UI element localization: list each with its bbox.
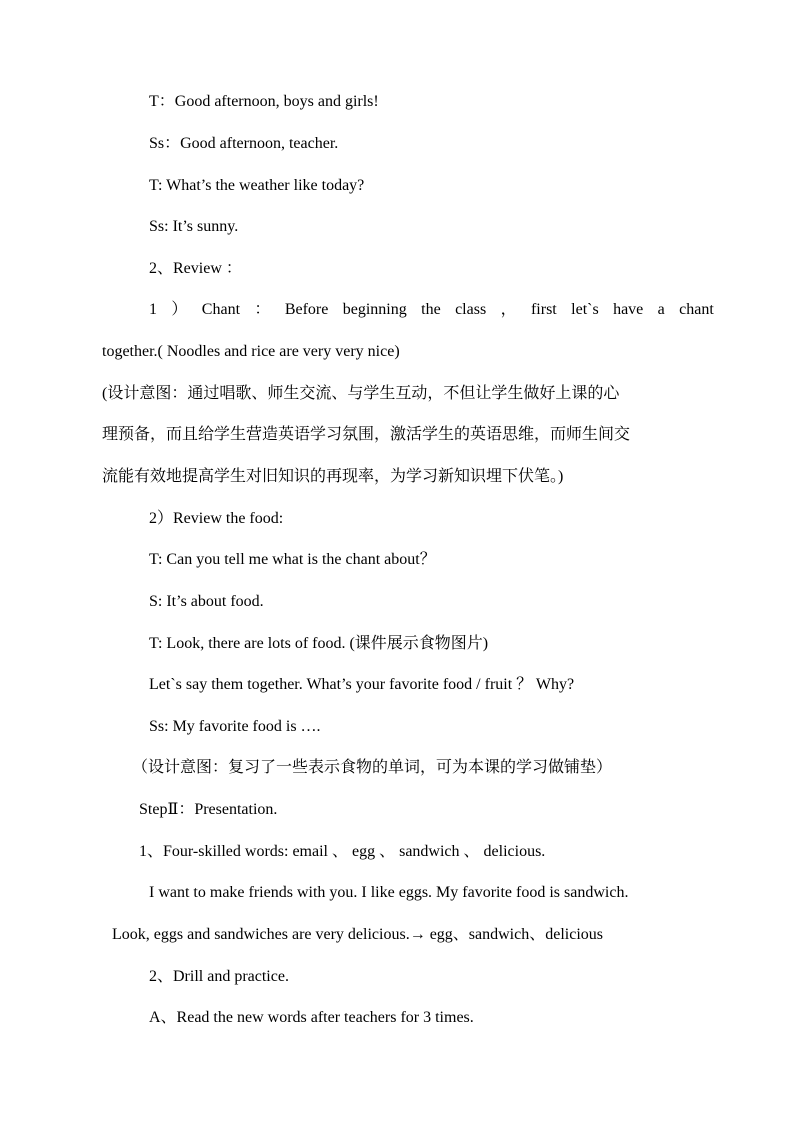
dialogue-line-greeting-teacher: T：Good afternoon, boys and girls!: [149, 93, 379, 110]
intro-sentence-line-1: I want to make friends with you. I like eggs. My favorite food is sandwich.: [149, 884, 629, 901]
step-heading-presentation: StepⅡ：Presentation.: [139, 801, 278, 818]
chant-word: the: [421, 301, 441, 318]
design-intent-line-3: 流能有效地提高学生对旧知识的再现率，为学习新知识埋下伏笔。): [102, 468, 564, 485]
chant-word: ）: [171, 301, 188, 318]
four-skilled-words-line: 1、Four-skilled words: email 、 egg 、 sandwich 、 delicious.: [139, 843, 546, 860]
dialogue-line-favorite-answer: Ss: My favorite food is ….: [149, 718, 321, 735]
dialogue-line-food-pictures: T: Look, there are lots of food. (课件展示食物图片): [149, 635, 489, 652]
chant-word: class: [455, 301, 487, 318]
drill-step-a: A、Read the new words after teachers for 3 times.: [149, 1009, 474, 1026]
dialogue-line-favorite-question: Let`s say them together. What’s your favorite food / fruit ？ Why?: [149, 676, 575, 693]
chant-word: have: [613, 301, 644, 318]
chant-word: Chant: [201, 301, 241, 318]
chant-line: [149, 300, 714, 322]
chant-word: ：: [254, 301, 271, 318]
chant-word: Before: [284, 301, 329, 318]
drill-practice-heading: 2、Drill and practice.: [149, 968, 289, 985]
dialogue-line-chant-answer: S: It’s about food.: [149, 593, 264, 610]
chant-word: first: [530, 301, 557, 318]
dialogue-line-chant-question: T: Can you tell me what is the chant about？: [149, 551, 436, 568]
chant-word: ，: [500, 301, 517, 318]
dialogue-line-weather-question: T: What’s the weather like today?: [149, 177, 365, 194]
dialogue-line-weather-answer: Ss: It’s sunny.: [149, 218, 239, 235]
chant-word: chant: [679, 301, 714, 318]
dialogue-line-greeting-students: Ss：Good afternoon, teacher.: [149, 135, 339, 152]
subsection-review-food: 2）Review the food:: [149, 510, 284, 527]
section-heading-review: 2、Review ：: [149, 260, 242, 277]
intro-sentence-line-2: Look, eggs and sandwiches are very delicious.→ egg、sandwich、delicious: [112, 926, 603, 943]
design-intent-line-2: 理预备，而且给学生营造英语学习氛围，激活学生的英语思维，而师生间交: [102, 426, 631, 443]
chant-word: a: [657, 301, 665, 318]
chant-line-continued: together.( Noodles and rice are very very nice): [102, 343, 400, 360]
design-intent-line-1: (设计意图：通过唱歌、师生交流、与学生互动，不但让学生做好上课的心: [102, 385, 620, 402]
design-intent-review: （设计意图：复习了一些表示食物的单词，可为本课的学习做铺垫）: [132, 759, 613, 776]
chant-word: let`s: [571, 301, 599, 318]
chant-word: beginning: [342, 301, 407, 318]
chant-word: 1: [149, 301, 157, 318]
